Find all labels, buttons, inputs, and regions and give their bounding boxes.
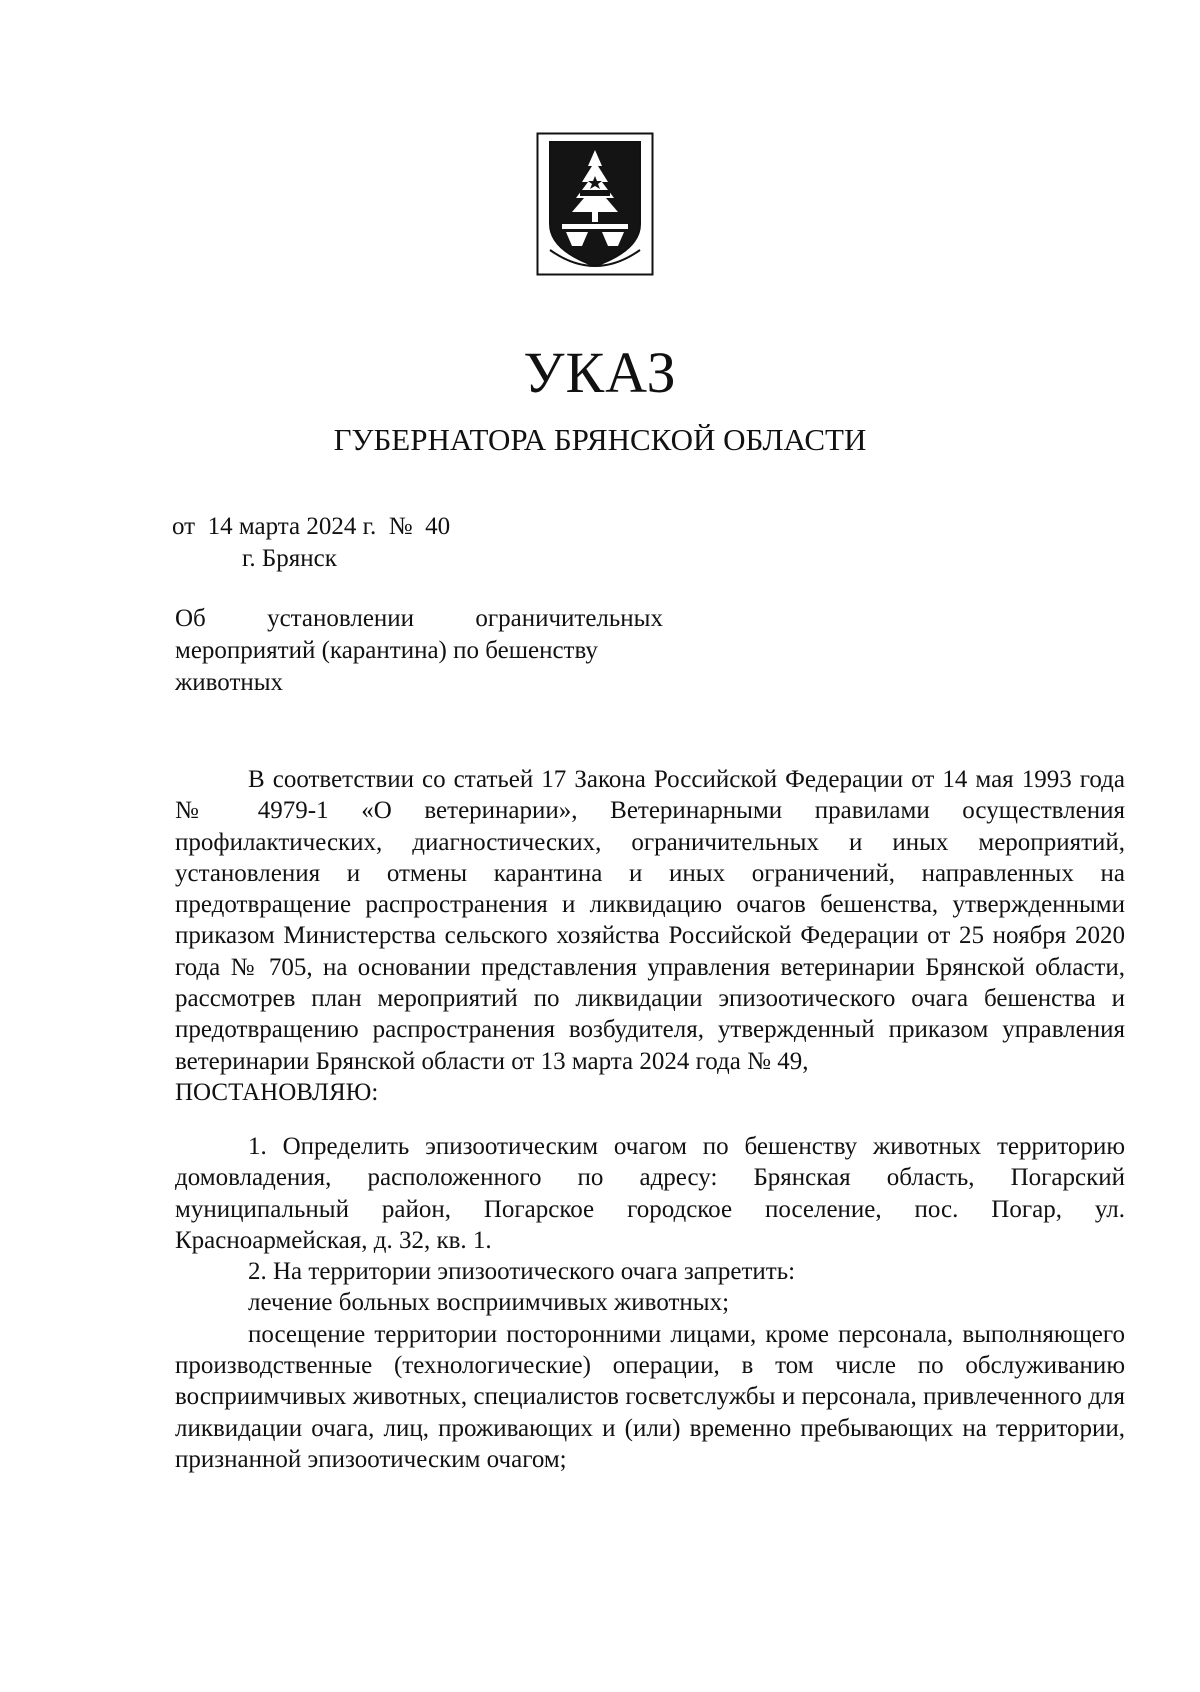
subject-line-2: мероприятий (карантина) по бешенству bbox=[175, 637, 598, 664]
bryansk-coat-of-arms-icon bbox=[536, 132, 654, 276]
subject-line-1 bbox=[175, 603, 663, 635]
item-2-b: посещение территории посторонними лицами, кроме персонала, выполняющего производственные (технологические) операции, в том числе по обслуживанию восприимчивых животных, специалистов госветслужбы и персонала, привлеченного для ликвидации очага, лиц, проживающих и (или) временно пребывающих на территории, признанной эпизоотическим очагом; bbox=[175, 1320, 1125, 1473]
document-city: г. Брянск bbox=[242, 545, 337, 572]
item-2: 2. На территории эпизоотического очага запретить: bbox=[248, 1258, 796, 1286]
decree-word: ПОСТАНОВЛЯЮ: bbox=[175, 1078, 379, 1106]
document-title: УКАЗ bbox=[523, 340, 677, 405]
subject-line-3: животных bbox=[175, 669, 284, 696]
subject-word: установлении bbox=[267, 605, 415, 632]
subject-word: Об bbox=[175, 605, 206, 632]
subject-word: ограничительных bbox=[475, 605, 663, 632]
item-1: 1. Определить эпизоотическим очагом по бешенству животных территорию домовладения, расположенного по адресу: Брянская область, Погарский муниципальный район, Погарское городское поселение, пос. Погар, ул. Красноармейская, д. 32, кв. 1. bbox=[175, 1133, 1125, 1254]
item-2-a: лечение больных восприимчивых животных; bbox=[248, 1289, 730, 1317]
document-subtitle: ГУБЕРНАТОРА БРЯНСКОЙ ОБЛАСТИ bbox=[333, 422, 867, 457]
preamble-paragraph: В соответствии со статьей 17 Закона Российской Федерации от 14 мая 1993 года № 4979-1 «О ветеринарии», Ветеринарными правилами осуществления профилактических, диагностических, ограничительных и иных мероприятий, установления и отмены карантина и иных ограничений, направленных на предотвращение распространения и ликвидацию очагов бешенства, утвержденными приказом Министерства сельского хозяйства Российской Федерации от 25 ноября 2020 года № 705, на основании представления управления ветеринарии Брянской области, рассмотрев план мероприятий по ликвидации эпизоотического очага бешенства и предотвращению распространения возбудителя, утвержденный приказом управления ветеринарии Брянской области от 13 марта 2024 года № 49, bbox=[175, 766, 1125, 1075]
document-date-number: от 14 марта 2024 г. № 40 bbox=[172, 513, 451, 540]
preamble-block bbox=[175, 764, 1125, 1108]
decree-items bbox=[175, 1131, 1125, 1475]
document-subject bbox=[175, 603, 663, 699]
